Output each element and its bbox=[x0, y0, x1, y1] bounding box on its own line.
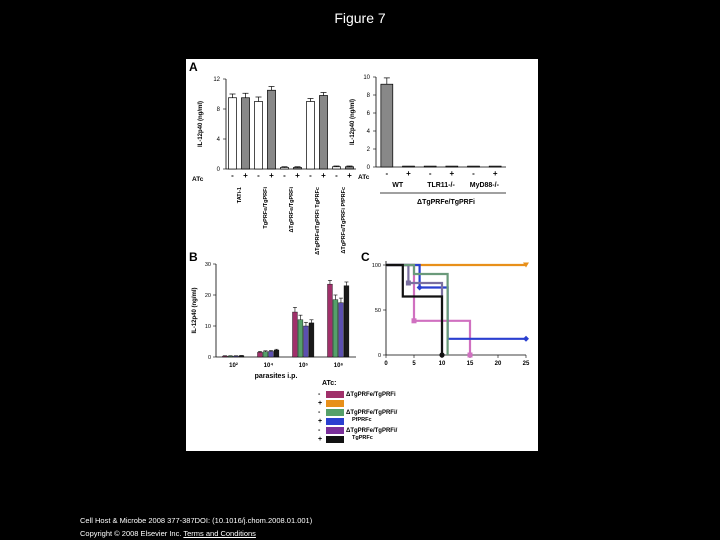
bar bbox=[280, 168, 288, 170]
x-tick-label: 15 bbox=[466, 361, 474, 367]
citation: Cell Host & Microbe 2008 377-387DOI: (10.1016/j.chom.2008.01.001) bbox=[80, 516, 313, 525]
legend-sign: + bbox=[318, 436, 323, 443]
survival-line bbox=[386, 265, 470, 355]
y-tick-label: 12 bbox=[213, 77, 220, 83]
bar bbox=[381, 84, 393, 167]
legend-label: ΔTgPRFe/TgPRFi/ bbox=[346, 410, 398, 416]
y-tick-label: 4 bbox=[366, 129, 370, 135]
bar bbox=[298, 320, 303, 357]
bar bbox=[293, 312, 298, 357]
chart-c bbox=[372, 261, 530, 367]
y-tick-label: 0 bbox=[366, 165, 370, 171]
legend-swatch bbox=[326, 391, 344, 398]
atc-sign: + bbox=[449, 169, 455, 178]
legend-sign: - bbox=[318, 391, 321, 398]
bar bbox=[328, 284, 333, 357]
x-tick-label: 5 bbox=[412, 361, 416, 367]
bar bbox=[293, 168, 301, 170]
panel-label-a: A bbox=[189, 60, 198, 74]
bar bbox=[345, 167, 353, 169]
y-tick-label: 30 bbox=[204, 262, 211, 268]
legend-swatch bbox=[326, 418, 344, 425]
figure-svg bbox=[186, 59, 538, 451]
group-label: TATi-1 bbox=[237, 187, 243, 204]
y-tick-label: 2 bbox=[366, 147, 370, 153]
legend-swatch bbox=[326, 436, 344, 443]
atc-sign: - bbox=[385, 169, 389, 178]
y-tick-label: 0 bbox=[207, 355, 211, 361]
atc-sign: + bbox=[406, 169, 411, 178]
bar bbox=[309, 323, 314, 357]
atc-sign: - bbox=[309, 171, 312, 180]
y-tick-label: 50 bbox=[374, 308, 381, 314]
bar bbox=[223, 356, 228, 357]
panel-label-b: B bbox=[189, 250, 198, 264]
y-tick-label: 10 bbox=[363, 75, 370, 81]
x-tick-label: 0 bbox=[384, 361, 388, 367]
bar bbox=[239, 356, 244, 357]
atc-sign: + bbox=[347, 171, 352, 180]
y-tick-label: 10 bbox=[204, 324, 211, 330]
bar bbox=[269, 351, 274, 357]
copyright: Copyright © 2008 Elsevier Inc. bbox=[80, 529, 182, 538]
bar bbox=[319, 96, 327, 170]
atc-sign: - bbox=[428, 169, 432, 178]
bar bbox=[241, 98, 249, 169]
legend-label: ΔTgPRFe/TgPRFi bbox=[346, 392, 396, 398]
atc-sign: + bbox=[269, 171, 274, 180]
group-label: TgPRFe/TgPRFi bbox=[263, 187, 269, 229]
legend-sign: + bbox=[318, 400, 323, 407]
marker bbox=[412, 318, 417, 323]
y-tick-label: 0 bbox=[377, 353, 381, 359]
legend-swatch bbox=[326, 427, 344, 434]
bar bbox=[339, 303, 344, 357]
bar bbox=[254, 102, 262, 170]
y-tick-label: 4 bbox=[216, 137, 220, 143]
marker bbox=[417, 285, 423, 291]
survival-line bbox=[386, 265, 448, 355]
atc-sign: + bbox=[492, 169, 498, 178]
bar bbox=[489, 166, 501, 167]
x-tick-label: 10⁴ bbox=[263, 363, 274, 369]
legend bbox=[318, 380, 398, 443]
figure-panel bbox=[186, 59, 538, 451]
atc-sign: - bbox=[472, 169, 475, 178]
bar bbox=[468, 166, 480, 167]
x-tick-label: 10 bbox=[438, 361, 446, 367]
atc-sign: + bbox=[295, 171, 300, 180]
group-label: ΔTgPRFe/TgPRFi TgPRFc bbox=[315, 187, 321, 255]
copyright-line bbox=[80, 527, 312, 540]
bar bbox=[306, 102, 314, 170]
bar bbox=[344, 286, 349, 357]
y-axis-label: IL-12p40 (ng/ml) bbox=[198, 100, 204, 148]
x-tick-label: 25 bbox=[522, 361, 530, 367]
legend-label: ΔTgPRFe/TgPRFi/ bbox=[346, 428, 398, 434]
y-tick-label: 0 bbox=[216, 167, 220, 173]
y-tick-label: 8 bbox=[216, 107, 220, 113]
legend-swatch bbox=[326, 409, 344, 416]
legend-sign: + bbox=[318, 418, 323, 425]
bar bbox=[274, 350, 279, 357]
atc-sign: - bbox=[231, 171, 234, 180]
x-tick-label: 10⁵ bbox=[298, 363, 309, 369]
x-tick-label: 10⁶ bbox=[333, 363, 344, 369]
x-axis-label: parasites i.p. bbox=[254, 373, 298, 380]
legend-title: ATc: bbox=[322, 380, 337, 387]
y-axis-label: IL-12p40 (ng/ml) bbox=[350, 98, 356, 146]
x-tick-label: 10² bbox=[229, 363, 238, 369]
chart-a-left bbox=[192, 77, 356, 255]
legend-swatch bbox=[326, 400, 344, 407]
host-group-label: WT bbox=[392, 182, 404, 189]
panel-label-c: C bbox=[361, 250, 370, 264]
chart-a-right bbox=[350, 75, 506, 206]
bar bbox=[263, 352, 268, 357]
marker bbox=[468, 353, 473, 358]
bar bbox=[234, 356, 239, 357]
bar bbox=[267, 90, 275, 169]
atc-sign: + bbox=[243, 171, 248, 180]
host-group-label: MyD88-/- bbox=[469, 182, 499, 189]
legend-label-2: TgPRFc bbox=[352, 435, 373, 441]
legend-sign: - bbox=[318, 409, 321, 416]
y-axis-label: IL-12p40 (ng/ml) bbox=[192, 287, 198, 334]
bar bbox=[446, 166, 458, 167]
bar bbox=[228, 98, 236, 169]
bar bbox=[424, 166, 436, 167]
y-tick-label: 100 bbox=[371, 263, 381, 269]
y-tick-label: 20 bbox=[204, 293, 211, 299]
atc-label: ATc bbox=[358, 174, 370, 181]
marker bbox=[523, 336, 529, 342]
bar bbox=[258, 352, 263, 357]
strain-label: ΔTgPRFe/TgPRFi bbox=[417, 199, 475, 206]
legend-sign: - bbox=[318, 427, 321, 434]
y-tick-label: 6 bbox=[366, 111, 370, 117]
bar bbox=[304, 326, 309, 357]
x-tick-label: 20 bbox=[494, 361, 502, 367]
terms-link[interactable]: Terms and Conditions bbox=[183, 529, 256, 538]
legend-label-2: PfPRFc bbox=[352, 417, 372, 423]
group-label: ΔTgPRFe/TgPRFi bbox=[289, 187, 295, 233]
page-title: Figure 7 bbox=[334, 10, 386, 26]
survival-line bbox=[386, 265, 526, 339]
chart-b bbox=[192, 262, 356, 380]
bar bbox=[333, 300, 338, 357]
y-tick-label: 8 bbox=[366, 93, 370, 99]
bar bbox=[332, 167, 340, 169]
atc-sign: - bbox=[283, 171, 286, 180]
bar bbox=[403, 166, 415, 167]
atc-sign: - bbox=[335, 171, 338, 180]
group-label: ΔTgPRFe/TgPRFi PfPRFc bbox=[341, 187, 347, 254]
bar bbox=[228, 356, 233, 357]
marker bbox=[406, 281, 411, 286]
marker bbox=[439, 352, 444, 357]
atc-sign: - bbox=[257, 171, 260, 180]
footer bbox=[80, 514, 312, 540]
atc-label: ATc bbox=[192, 176, 204, 183]
host-group-label: TLR11-/- bbox=[427, 182, 455, 189]
atc-sign: + bbox=[321, 171, 326, 180]
